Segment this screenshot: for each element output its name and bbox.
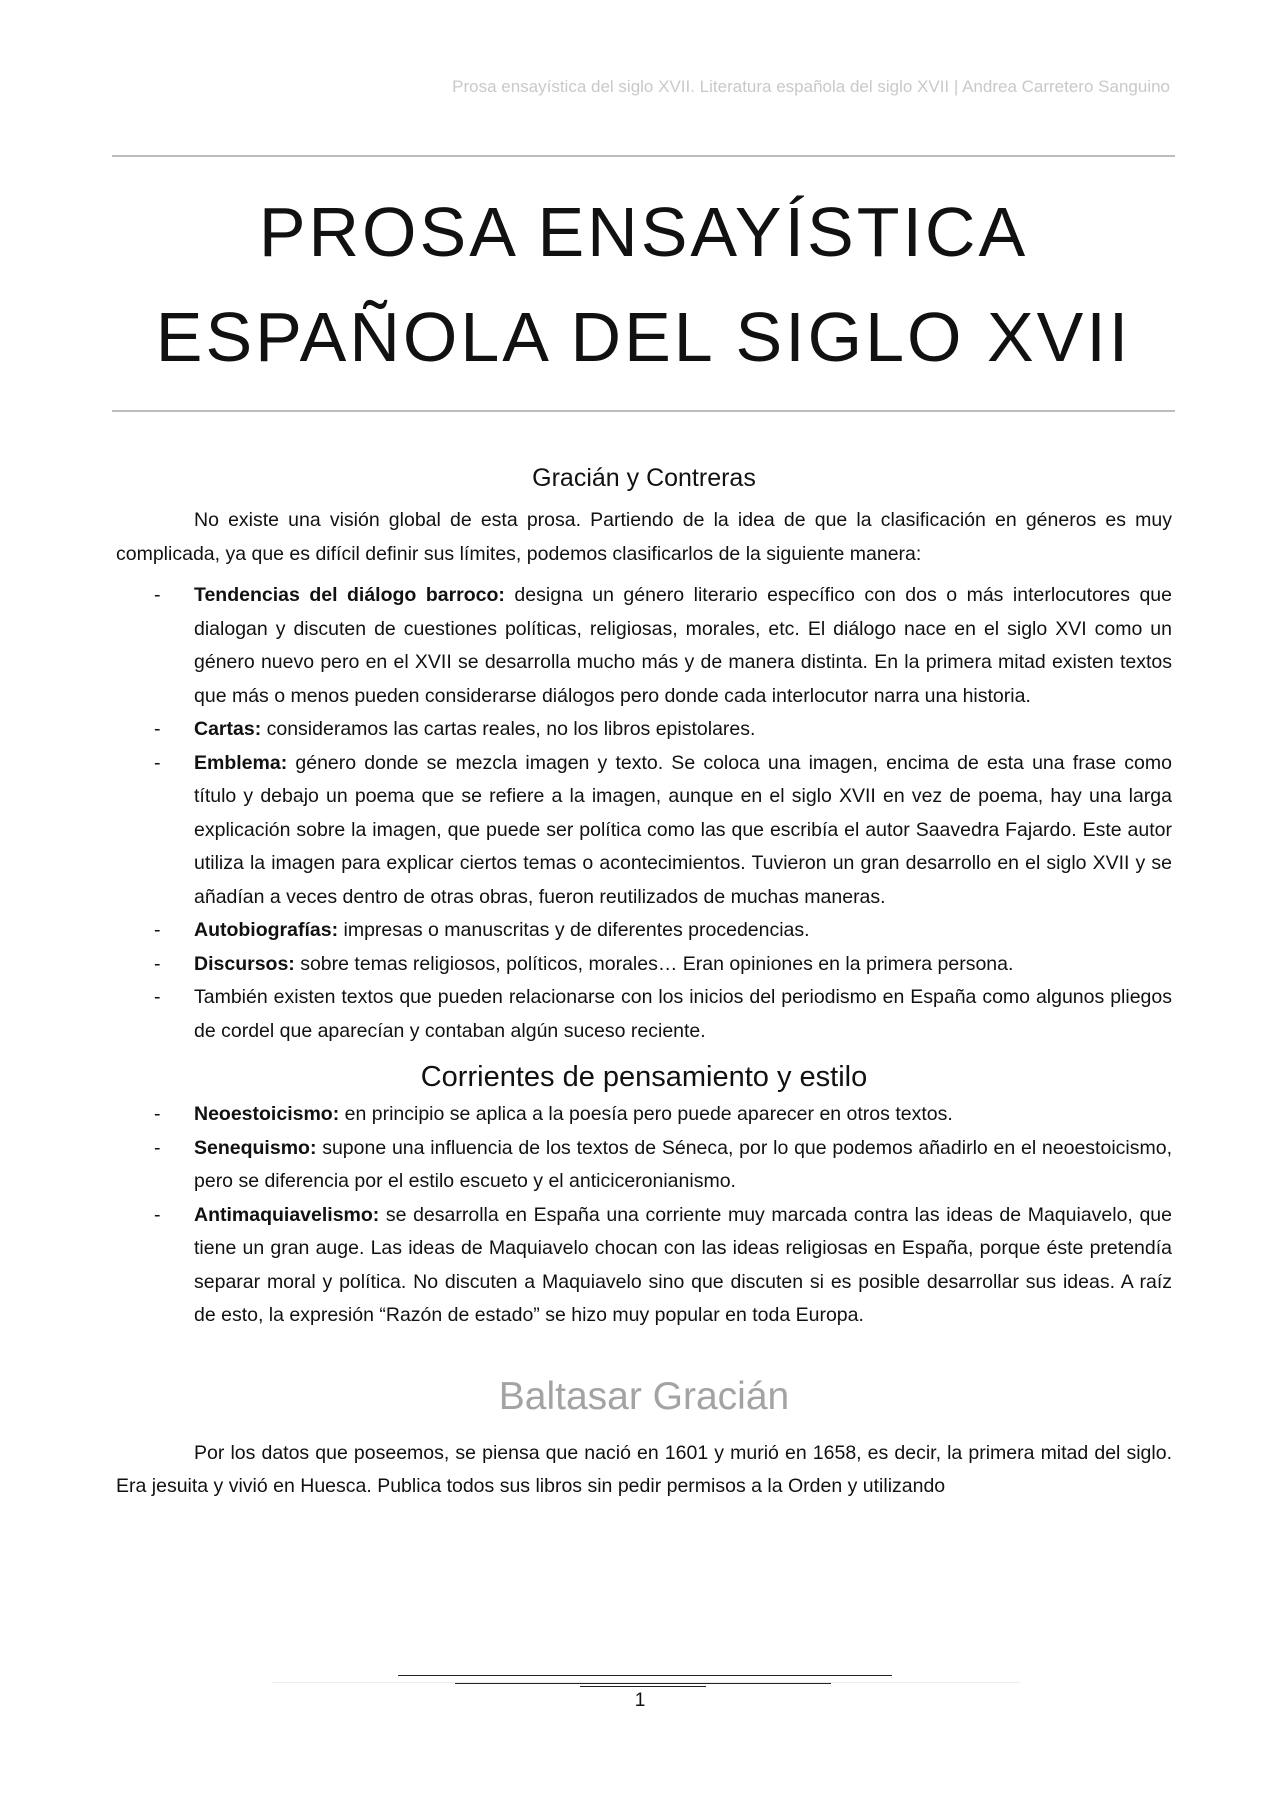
list-dash: -	[154, 718, 161, 740]
list-item-text: se desarrolla en España una corriente muy marcada contra las ideas de Maquiavelo, que tiene un gran auge. Las ideas de Maquiavelo chocan con las ideas religiosas en España, porque éste pretendía separar moral y política. No discuten a Maquiavelo sino que discuten si es posible desarrollar sus ideas. A raíz de esto, la expresión “Razón de estado” se hizo muy popular en toda Europa.	[194, 1203, 1172, 1326]
list-item	[116, 1199, 1172, 1333]
list-dash: -	[154, 952, 161, 975]
list-item-text: impresas o manuscritas y de diferentes procedencias.	[338, 919, 810, 941]
list-item-term: Neoestoicismo:	[194, 1103, 340, 1125]
page-number: 1	[634, 1690, 646, 1711]
list-item-text: supone una influencia de los textos de Séneca, por lo que podemos añadirlo en el neoestoicismo, pero se diferencia por el estilo escueto y el anticiceronianismo.	[194, 1136, 1172, 1192]
subtitle-corrientes: Corrientes de pensamiento y estilo	[420, 1061, 868, 1093]
list-item	[116, 747, 1172, 915]
list-item-term: Emblema:	[194, 751, 288, 774]
subtitle-gracian-contreras: Gracián y Contreras	[532, 464, 756, 492]
list-dash: -	[154, 751, 161, 774]
list-item-text: en principio se aplica a la poesía pero puede aparecer en otros textos.	[339, 1103, 953, 1125]
list-item	[116, 1098, 1172, 1132]
genre-list	[116, 579, 1172, 1048]
list-dash: -	[154, 584, 161, 606]
list-item-text: También existen textos que pueden relacionarse con los inicios del periodismo en España como algunos pliegos de cordel que aparecían y contaban algún suceso reciente.	[194, 986, 1172, 1042]
title-top-rule	[112, 155, 1175, 157]
list-item-term: Tendencias del diálogo barroco:	[194, 584, 505, 606]
footer-rule	[398, 1675, 892, 1676]
list-item-term: Antimaquiavelismo:	[194, 1203, 380, 1226]
footer-rule	[272, 1682, 1020, 1683]
list-item-text: género donde se mezcla imagen y texto. Se coloca una imagen, encima de esta una frase como título y debajo un poema que se refiere a la imagen, aunque en el siglo XVII en vez de poema, hay una larga explicación sobre la imagen, que puede ser política como las que escribía el autor Saavedra Fajardo. Este autor utiliza la imagen para explicar ciertos temas o acontecimientos. Tuvieron un gran desarrollo en el siglo XVII y se añadían a veces dentro de otras obras, fueron reutilizados de muchas maneras.	[194, 751, 1172, 908]
currents-list	[116, 1098, 1172, 1333]
list-item-term: Senequismo:	[194, 1136, 317, 1159]
list-item-term: Cartas:	[194, 718, 262, 740]
list-item	[116, 713, 1172, 747]
title-bottom-rule	[112, 410, 1175, 412]
section-heading-baltasar-gracian: Baltasar Gracián	[498, 1374, 790, 1418]
list-dash: -	[154, 986, 161, 1008]
footer-rule	[455, 1683, 831, 1684]
list-item	[116, 981, 1172, 1048]
intro-paragraph: No existe una visión global de esta prosa. Partiendo de la idea de que la clasificación en géneros es muy complicada, ya que es difícil definir sus límites, podemos clasificarlos de la siguiente manera:	[116, 509, 1172, 565]
document-body	[116, 455, 1172, 1504]
list-dash: -	[154, 1136, 161, 1159]
list-item-term: Autobiografías:	[194, 919, 339, 941]
gracian-paragraph: Por los datos que poseemos, se piensa que nació en 1601 y murió en 1658, es decir, la primera mitad del siglo. Era jesuita y vivió en Huesca. Publica todos sus libros sin pedir permisos a la Orden y utilizando	[116, 1441, 1172, 1497]
list-item-term: Discursos:	[194, 952, 295, 975]
list-item	[116, 914, 1172, 948]
footer-rule	[580, 1686, 706, 1687]
list-item-text: consideramos las cartas reales, no los libros epistolares.	[261, 718, 756, 740]
list-item	[116, 579, 1172, 713]
list-dash: -	[154, 1103, 161, 1125]
list-dash: -	[154, 1203, 161, 1226]
list-item-text: sobre temas religiosos, políticos, morales… Eran opiniones en la primera persona.	[294, 952, 1014, 975]
list-item	[116, 948, 1172, 982]
document-title	[112, 180, 1175, 390]
list-dash: -	[154, 919, 161, 941]
running-header: Prosa ensayística del siglo XVII. Literatura española del siglo XVII | Andrea Carretero Sanguino	[452, 77, 1170, 96]
list-item	[116, 1132, 1172, 1199]
title-line-2: ESPAÑOLA DEL SIGLO XVII	[155, 298, 1132, 376]
title-line-1: PROSA ENSAYÍSTICA	[258, 193, 1029, 271]
list-item-text: designa un género literario específico con dos o más interlocutores que dialogan y discuten de cuestiones políticas, religiosas, morales, etc. El diálogo nace en el siglo XVI como un género nuevo pero en el XVII se desarrolla mucho más y de manera distinta. En la primera mitad existen textos que más o menos pueden considerarse diálogos pero donde cada interlocutor narra una historia.	[194, 584, 1172, 707]
